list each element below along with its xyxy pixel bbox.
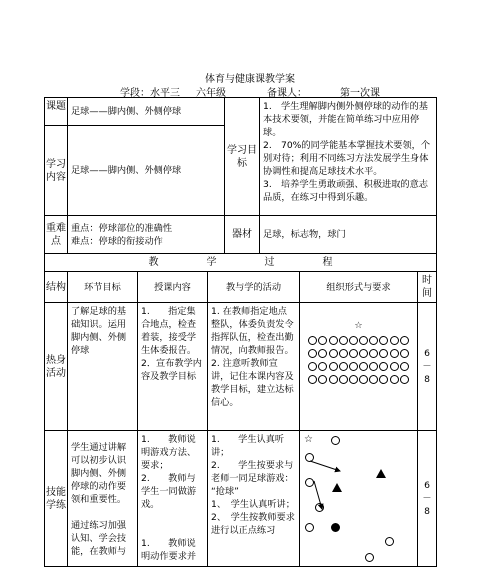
skills-label: 技能学练 — [45, 431, 68, 567]
topic-label: 课题 — [45, 98, 68, 126]
player-circle — [390, 349, 399, 358]
player-circle — [308, 349, 317, 358]
teacher-star-icon: ☆ — [304, 434, 313, 445]
content-text: 足球——脚内侧、外侧停球 — [68, 126, 225, 216]
player-circle — [390, 362, 399, 371]
warmup-goal: 了解足球的基础知识。运用脚内侧、外侧停球 — [68, 303, 138, 431]
player-circle — [400, 362, 409, 371]
warmup-formation — [300, 303, 418, 431]
objective-1: 1. 学生理解脚内侧外侧停球的动作的基本技术要领，并能在简单练习中应用停球。 — [263, 101, 428, 138]
structure-label: 结构 — [45, 272, 68, 303]
teacher-star-icon: ☆ — [354, 320, 363, 331]
player-circle — [349, 362, 358, 371]
player-circle — [339, 349, 348, 358]
equipment-label: 器材 — [225, 216, 260, 254]
objectives-label: 学习目标 — [225, 98, 260, 216]
warmup-content: 1. 指定集合地点，检查着装，接受学生体委报告。 2．宣布教学内容及教学目标 — [138, 303, 208, 431]
player-circle — [359, 362, 368, 371]
col-goal: 环节目标 — [68, 272, 138, 303]
player-circle — [349, 336, 358, 345]
player-circle — [339, 362, 348, 371]
arrow-line — [314, 481, 322, 509]
col-content: 授课内容 — [138, 272, 208, 303]
player-circle — [308, 362, 317, 371]
player-circle — [359, 375, 368, 384]
player-circle — [308, 336, 317, 345]
player-circle — [329, 375, 338, 384]
player-circle — [329, 336, 338, 345]
key-points — [68, 216, 225, 254]
player-circle — [369, 375, 378, 384]
player-circle — [400, 349, 409, 358]
formation-row — [303, 362, 414, 375]
player-circle — [390, 336, 399, 345]
player-circle — [369, 362, 378, 371]
player-circle — [318, 362, 327, 371]
player-circle — [329, 362, 338, 371]
preparer: 备课人： — [267, 88, 307, 99]
key-point: 重点：停球部位的准确性 — [71, 222, 173, 234]
warmup-activity: 1. 在教师指定地点整队，体委负责发令指挥队伍，检查出勤情况，向教师报告。 2. 注意听教师宣讲，记住本课内容及教学目标，建立达标信心。 — [208, 303, 300, 431]
movement-arrows — [300, 431, 418, 565]
player-circle — [390, 375, 399, 384]
player-circle — [308, 375, 317, 384]
player-circle — [318, 349, 327, 358]
player-circle — [359, 336, 368, 345]
col-formation: 组织形式与要求 — [300, 272, 418, 303]
formation-row — [303, 349, 414, 362]
skills-activity: 1. 学生认真听讲； 2. 学生按要求与老师一同足球游戏： “抢球” 1、 学生认真听讲； 2、 学生按教师要求进行以正点练习 — [208, 431, 300, 567]
topic-text: 足球——脚内侧、外侧停球 — [68, 98, 225, 126]
study-section: 学段：水平三 — [120, 88, 180, 99]
objectives-list — [260, 98, 437, 216]
skills-content: 1. 教师说明游戏方法、要求； 2. 教师与学生一同做游戏。 1. 教师说明动作要求并 — [138, 431, 208, 567]
player-circle — [359, 349, 368, 358]
player-circle — [379, 336, 388, 345]
player-circle — [329, 349, 338, 358]
key-points-label: 重难点 — [45, 216, 68, 254]
player-circle — [379, 362, 388, 371]
grade: 六年级 — [196, 88, 226, 99]
player-circle — [339, 336, 348, 345]
player-circle — [400, 336, 409, 345]
lesson-plan-table — [44, 97, 437, 567]
player-circle — [349, 375, 358, 384]
skills-goal: 学生通过讲解可以初步认识脚内侧、外侧停球的动作要领和重要性。 通过练习加强认知、学会技能，在教师与 — [68, 431, 138, 567]
objective-3: 3. 培养学生勇敢顽强、积极进取的意志品质，在练习中得到乐趣。 — [263, 179, 428, 203]
difficulty: 难点：停球的衔接动作 — [71, 235, 163, 247]
player-circle — [400, 375, 409, 384]
player-circle — [369, 349, 378, 358]
player-circle — [349, 349, 358, 358]
page-title: 体育与健康课教学案 — [205, 74, 295, 85]
player-circle — [339, 375, 348, 384]
player-circle — [369, 336, 378, 345]
col-activity: 教与学的活动 — [208, 272, 300, 303]
content-label: 学习内容 — [45, 126, 68, 216]
objective-2: 2. 70%的同学能基本掌握技术要领，个别对待；利用不同练习方法发展学生身体协调性和提高足球技术水平。 — [263, 140, 431, 177]
arrow-line — [310, 461, 340, 471]
formation-row — [303, 336, 414, 349]
lesson: 第一次课 — [340, 88, 380, 99]
equipment-text: 足球，标志物，球门 — [260, 216, 437, 254]
warmup-label: 热身活动 — [45, 303, 68, 431]
player-circle — [379, 375, 388, 384]
skills-time: 6－8 — [418, 431, 437, 567]
player-circle — [379, 349, 388, 358]
skills-formation — [300, 431, 418, 567]
warmup-time: 6－8 — [418, 303, 437, 431]
player-circle — [318, 336, 327, 345]
player-circle — [318, 375, 327, 384]
formation-row — [303, 375, 414, 388]
time-label: 时间 — [418, 272, 437, 303]
process-header: 教 学 过 程 — [45, 254, 437, 272]
